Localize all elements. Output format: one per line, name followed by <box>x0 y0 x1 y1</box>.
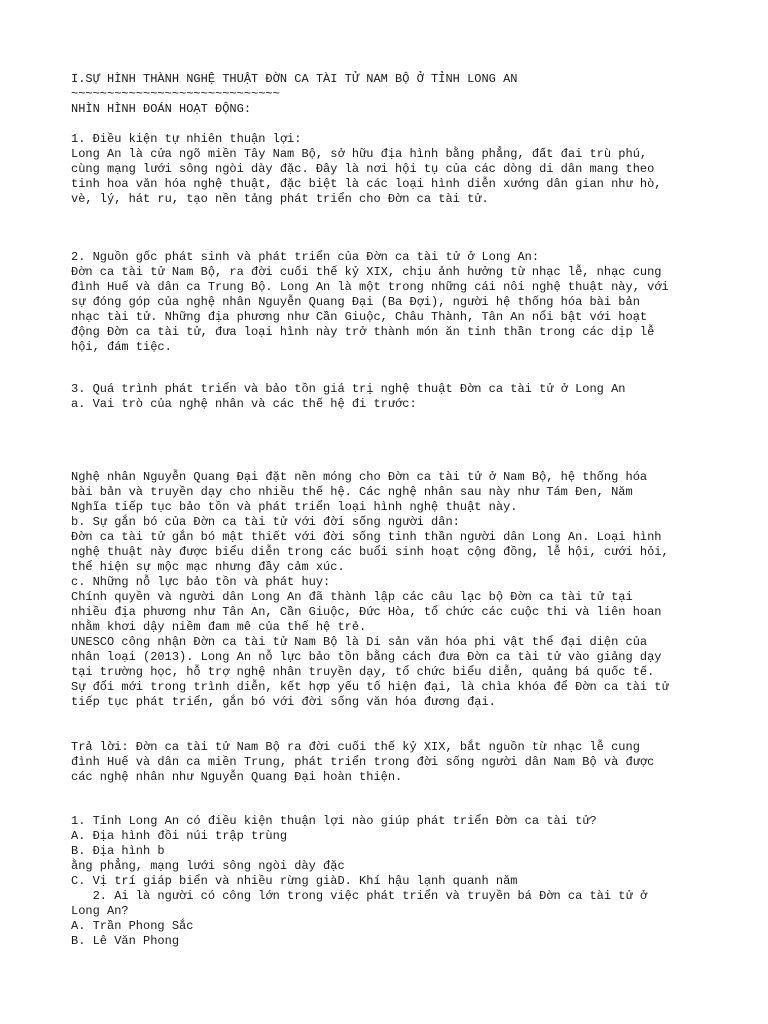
question-2: 2. Ai là người có công lớn trong việc phát triển và truyền bá Đờn ca tài tử ở <box>71 889 648 903</box>
option-b: B. Lê Văn Phong <box>71 934 180 948</box>
text-line: sự đóng góp của nghệ nhân Nguyễn Quang Đại (Ba Đợi), người hệ thống hóa bài bản <box>71 295 640 309</box>
text-line: nhằm khơi dậy niềm đam mê của thế hệ trẻ. <box>71 620 367 634</box>
text-line: Đờn ca tài tử gắn bó mật thiết với đời sống tinh thần người dân Long An. Loại hình <box>71 530 662 544</box>
answer-text: Trả lời: Đờn ca tài tử Nam Bộ ra đời cuối thế kỷ XIX, bắt nguồn từ nhạc lễ cung <box>71 740 640 754</box>
text-line: thể hiện sự mộc mạc nhưng đầy cảm xúc. <box>71 560 345 574</box>
option-b-cont: ằng phẳng, mạng lưới sông ngòi dày đặc <box>71 859 345 873</box>
text-line: Sự đổi mới trong trình diễn, kết hợp yếu tố hiện đại, là chìa khóa để Đờn ca tài tử <box>71 680 669 694</box>
text-line: nhiều địa phương như Tân An, Cần Giuộc, Đức Hòa, tổ chức các cuộc thi và liên hoan <box>71 605 662 619</box>
text-line: tinh hoa văn hóa nghệ thuật, đặc biệt là các loại hình diễn xướng dân gian như hò, <box>71 177 662 191</box>
text-line: Chính quyền và người dân Long An đã thành lập các câu lạc bộ Đờn ca tài tử tại <box>71 590 633 604</box>
text-line: tiếp tục phát triển, gắn bó với đời sống văn hóa đương đại. <box>71 695 496 709</box>
text-line: bài bản và truyền dạy cho nhiều thế hệ. Các nghệ nhân sau này như Tám Đen, Năm <box>71 485 633 499</box>
heading-development: 3. Quá trình phát triển và bảo tồn giá trị nghệ thuật Đờn ca tài tử ở Long An <box>71 382 626 396</box>
activity-heading: NHÌN HÌNH ĐOÁN HOẠT ĐỘNG: <box>71 102 252 116</box>
section-title: I.SỰ HÌNH THÀNH NGHỆ THUẬT ĐỜN CA TÀI TỬ NAM BỘ Ở TỈNH LONG AN <box>71 72 518 86</box>
text-line: hội, đám tiệc. <box>71 340 172 354</box>
option-a: A. Địa hình đồi núi trập trùng <box>71 829 288 843</box>
text-line: Long An là cửa ngõ miền Tây Nam Bộ, sở hữu địa hình bằng phẳng, đất đai trù phú, <box>71 147 648 161</box>
text-line: Đờn ca tài tử Nam Bộ, ra đời cuối thế kỷ XIX, chịu ảnh hưởng từ nhạc lễ, nhạc cung <box>71 265 662 279</box>
option-a: A. Trần Phong Sắc <box>71 919 194 933</box>
heading-origin: 2. Nguồn gốc phát sinh và phát triển của Đờn ca tài tử ở Long An: <box>71 250 540 264</box>
question-1: 1. Tỉnh Long An có điều kiện thuận lợi nào giúp phát triển Đờn ca tài tử? <box>71 814 597 828</box>
subheading-artisans: a. Vai trò của nghệ nhân và các thế hệ đi trước: <box>71 397 417 411</box>
subheading-connection: b. Sự gắn bó của Đờn ca tài tử với đời sống người dân: <box>71 515 460 529</box>
text-line: UNESCO công nhận Đờn ca tài tử Nam Bộ là Di sản văn hóa phi vật thể đại diện của <box>71 635 648 649</box>
option-b: B. Địa hình b <box>71 844 165 858</box>
option-c-d: C. Vị trí giáp biển và nhiều rừng giàD. Khí hậu lạnh quanh năm <box>71 874 518 888</box>
text-line: tại trường học, hỗ trợ nghệ nhân truyền dạy, tổ chức biểu diễn, quảng bá quốc tế. <box>71 665 655 679</box>
answer-text: đình Huế và dân ca miền Trung, phát triển trong đời sống người dân Nam Bộ và được <box>71 755 655 769</box>
text-line: nhân loại (2013). Long An nỗ lực bảo tồn bằng cách đưa Đờn ca tài tử vào giảng dạy <box>71 650 662 664</box>
text-line: Nghệ nhân Nguyễn Quang Đại đặt nền móng cho Đờn ca tài tử ở Nam Bộ, hệ thống hóa <box>71 470 648 484</box>
title-underline: ~~~~~~~~~~~~~~~~~~~~~~~~~~~~~ <box>71 87 280 101</box>
text-line: động Đờn ca tài tử, đưa loại hình này trở thành món ăn tinh thần trong các dịp lễ <box>71 325 655 339</box>
subheading-preservation: c. Những nỗ lực bảo tồn và phát huy: <box>71 575 331 589</box>
text-line: vè, lý, hát ru, tạo nền tảng phát triển cho Đờn ca tài tử. <box>71 192 489 206</box>
text-line: nghệ thuật này được biểu diễn trong các buổi sinh hoạt cộng đồng, lễ hội, cưới hỏi, <box>71 545 669 559</box>
text-line: Nghĩa tiếp tục bảo tồn và phát triển loại hình nghệ thuật này. <box>71 500 518 514</box>
question-2-cont: Long An? <box>71 904 129 918</box>
text-line: đình Huế và dân ca Trung Bộ. Long An là một trong những cái nôi nghệ thuật này, với <box>71 280 669 294</box>
heading-natural-conditions: 1. Điều kiện tự nhiên thuận lợi: <box>71 132 302 146</box>
answer-text: các nghệ nhân như Nguyễn Quang Đại hoàn thiện. <box>71 770 403 784</box>
text-line: nhạc tài tử. Những địa phương như Cần Giuộc, Châu Thành, Tân An nổi bật với hoạt <box>71 310 648 324</box>
text-line: cùng mạng lưới sông ngòi dày đặc. Đây là nơi hội tụ của các dòng di dân mang theo <box>71 162 655 176</box>
